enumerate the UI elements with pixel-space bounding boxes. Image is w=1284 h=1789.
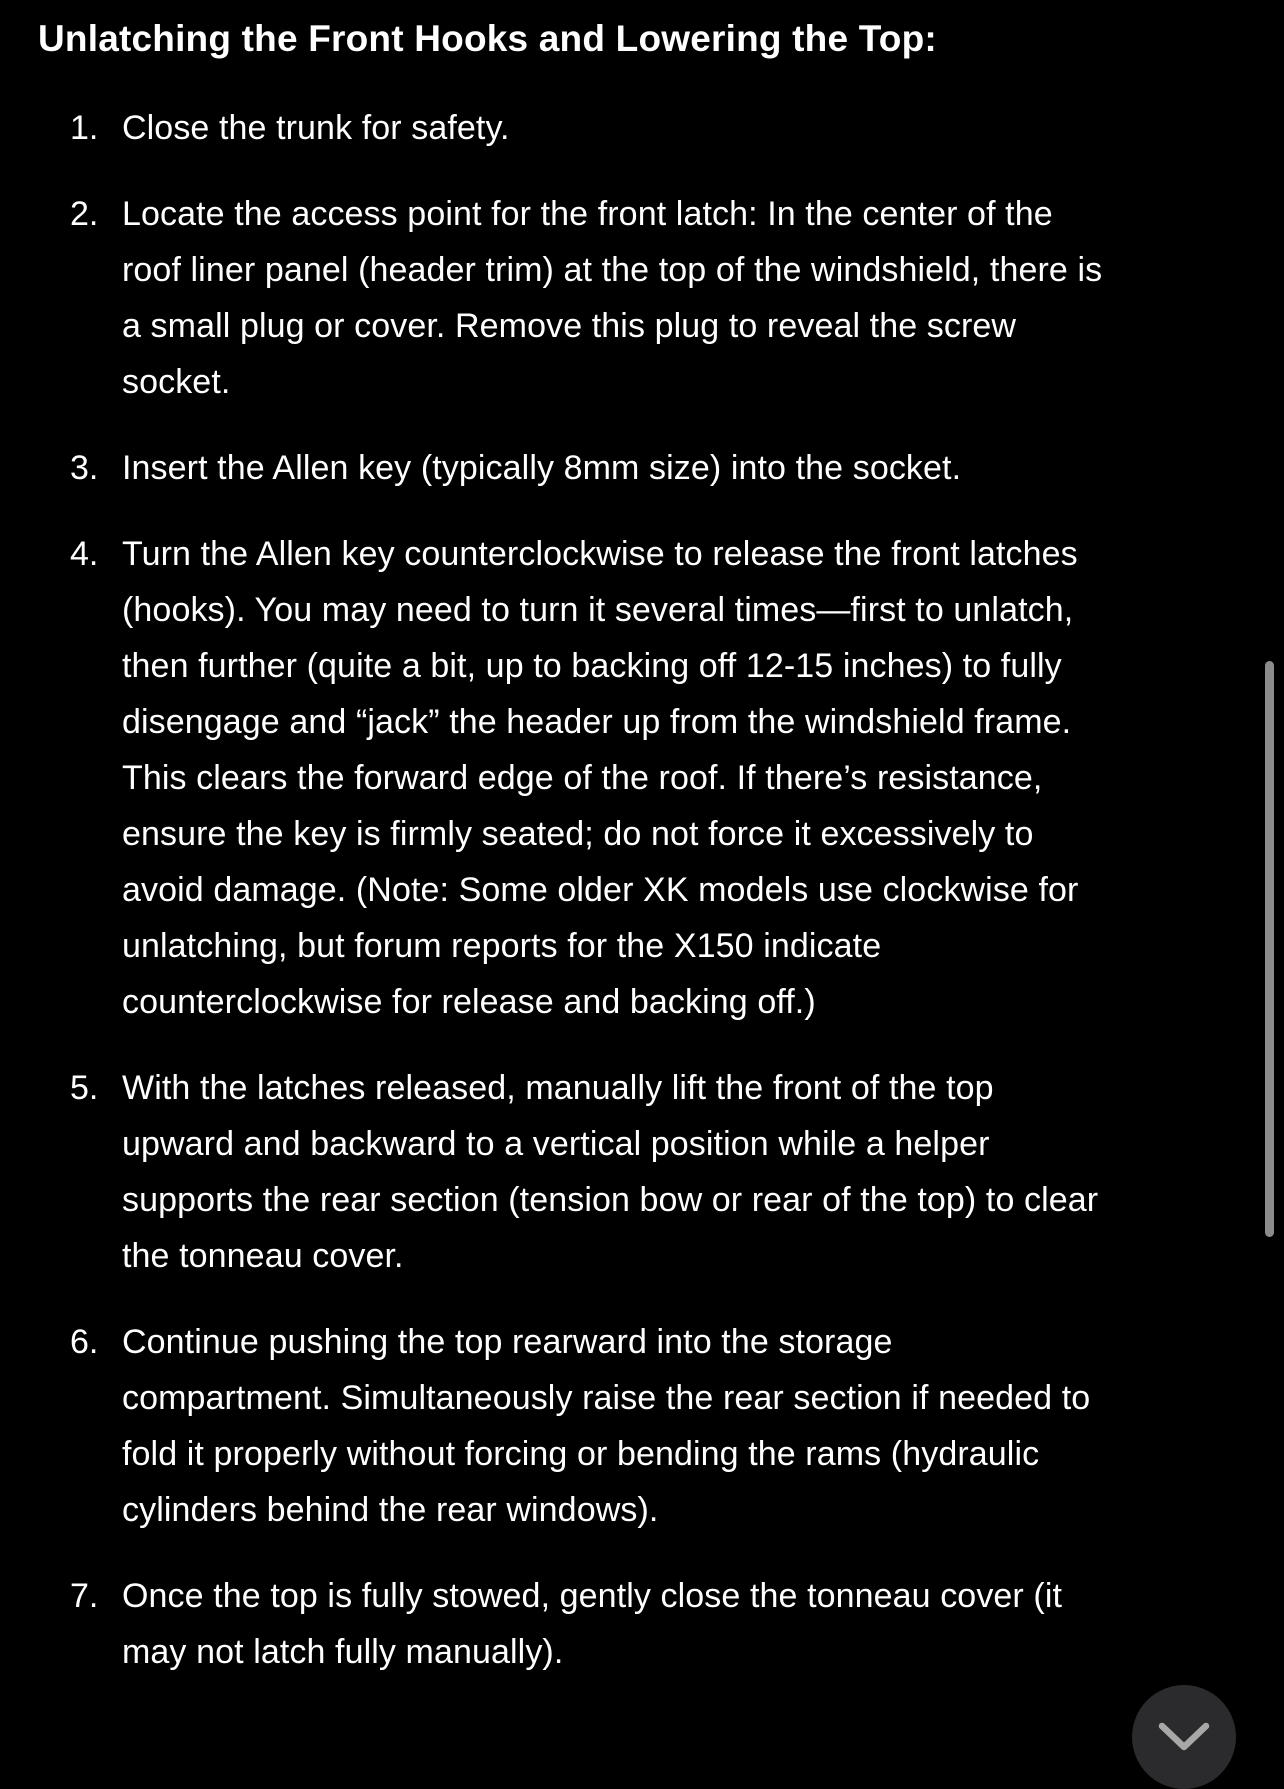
list-item [70,100,1284,156]
list-item [70,186,1284,410]
list-item [70,1314,1284,1538]
step-number: 2. [70,195,99,233]
step-text: Close the trunk for safety. [122,109,510,147]
step-text: With the latches released, manually lift the front of the top upward and backward to a vertical position while a helper supports the rear section (tension bow or rear of the top) to clear the tonneau cover. [122,1069,1099,1275]
step-number: 6. [70,1323,99,1361]
page-title: Unlatching the Front Hooks and Lowering the Top: [38,18,937,59]
instruction-list [0,100,1284,1680]
step-text: Turn the Allen key counterclockwise to release the front latches (hooks). You may need to turn it several times—first to unlatch, then further (quite a bit, up to backing off 12-15 inches) to fully disengage and “jack” the header up from the windshield frame. This clears the forward edge of the roof. If there’s resistance, ensure the key is firmly seated; do not force it excessively to avoid damage. (Note: Some older XK models use clockwise for unlatching, but forum reports for the X150 indicate counterclockwise for release and backing off.) [122,535,1079,1021]
chevron-down-icon [1156,1720,1212,1754]
step-text: Continue pushing the top rearward into the storage compartment. Simultaneously raise the rear section if needed to fold it properly without forcing or bending the rams (hydraulic cylinders behind the rear windows). [122,1323,1091,1529]
step-number: 7. [70,1577,99,1615]
scrollbar-thumb[interactable] [1265,661,1274,1237]
step-number: 4. [70,535,99,573]
list-item [70,1568,1284,1680]
step-number: 3. [70,449,99,487]
step-text: Locate the access point for the front latch: In the center of the roof liner panel (header trim) at the top of the windshield, there is a small plug or cover. Remove this plug to reveal the screw socket. [122,195,1103,401]
step-text: Insert the Allen key (typically 8mm size) into the socket. [122,449,962,487]
list-item [70,440,1284,496]
list-item [70,1060,1284,1284]
step-text: Once the top is fully stowed, gently close the tonneau cover (it may not latch fully manually). [122,1577,1063,1671]
list-item [70,526,1284,1030]
step-number: 5. [70,1069,99,1107]
step-number: 1. [70,109,99,147]
scroll-to-bottom-button[interactable] [1132,1685,1236,1789]
